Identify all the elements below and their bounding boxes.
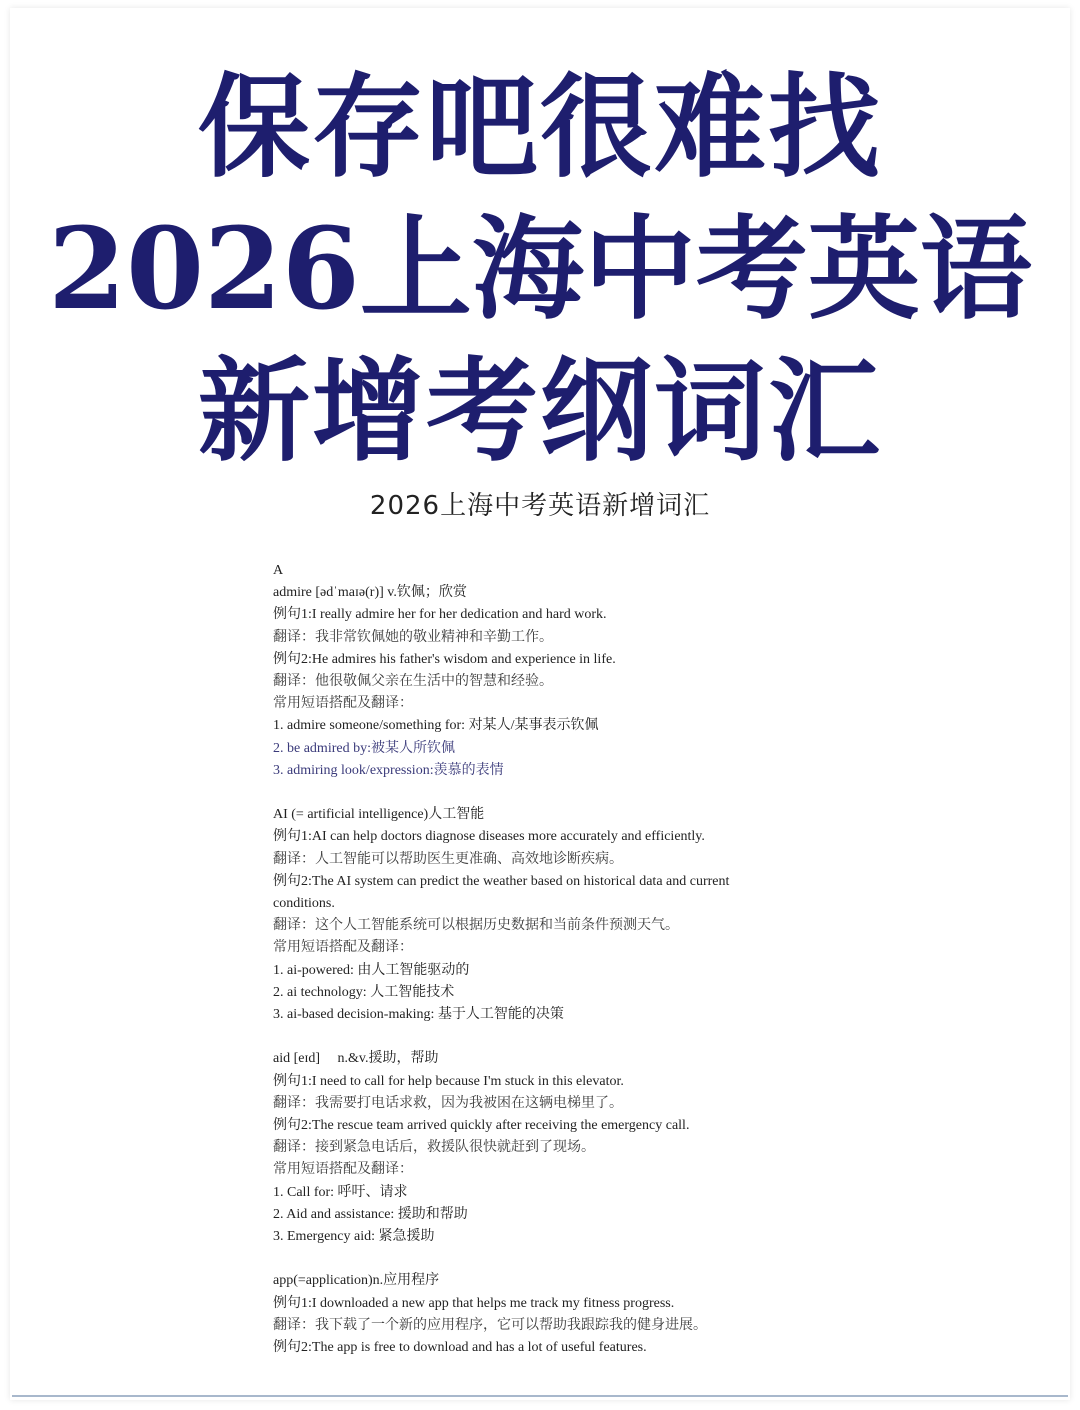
example-sentence-2: 例句2:He admires his father's wisdom and experience in life. [273,651,616,667]
entry-spacer [273,782,793,804]
phrase-item: 1. Call for: 呼吁、请求 [273,1184,408,1200]
phrase-heading: 常用短语搭配及翻译： [273,1162,413,1178]
example-sentence-1: 例句1:I need to call for help because I'm stuck in this elevator. [273,1073,624,1089]
headline-line-3: 新增考纲词汇 [198,346,882,477]
vocab-entry-admire [273,582,793,782]
headline-line-2: 2026上海中考英语 [48,204,1032,335]
entry-spacer [273,1248,793,1270]
page-bottom-divider [12,1395,1068,1397]
example-sentence-2: 例句2:The AI system can predict the weather based on historical data and current conditions. [273,873,730,912]
vocab-entry-ai [273,804,793,1026]
phrase-heading: 常用短语搭配及翻译： [273,940,413,956]
phrase-item: 2. ai technology: 人工智能技术 [273,984,455,1000]
translation-2: 翻译：他很敬佩父亲在生活中的智慧和经验。 [273,674,553,690]
example-sentence-2: 例句2:The app is free to download and has a lot of useful features. [273,1340,647,1356]
phrase-item: 2. be admired by:被某人所钦佩 [273,740,455,756]
translation-1: 翻译：我需要打电话求救，因为我被困在这辆电梯里了。 [273,1095,623,1111]
phrase-item: 2. Aid and assistance: 援助和帮助 [273,1206,468,1222]
phrase-item: 1. admire someone/something for: 对某人/某事表示钦佩 [273,718,599,734]
translation-2: 翻译：这个人工智能系统可以根据历史数据和当前条件预测天气。 [273,918,679,934]
phrase-item: 3. ai-based decision-making: 基于人工智能的决策 [273,1007,564,1023]
example-sentence-1: 例句1:AI can help doctors diagnose diseases more accurately and efficiently. [273,829,705,845]
headline-line-1: 保存吧很难找 [198,62,882,193]
vocab-entry-aid [273,1048,793,1248]
translation-1: 翻译：我非常钦佩她的敬业精神和辛勤工作。 [273,629,553,645]
section-letter: A [273,563,284,578]
entry-headword: app(=application)n.应用程序 [273,1273,440,1289]
entry-headword: aid [eɪd] n.&v.援助，帮助 [273,1051,439,1067]
example-sentence-1: 例句1:I downloaded a new app that helps me track my fitness progress. [273,1295,675,1311]
phrase-item: 3. Emergency aid: 紧急援助 [273,1229,435,1245]
phrase-heading: 常用短语搭配及翻译： [273,696,413,712]
entry-headword: admire [ədˈmaɪə(r)] v.钦佩；欣赏 [273,585,467,601]
vocab-entry-app [273,1270,793,1359]
example-sentence-1: 例句1:I really admire her for her dedication and hard work. [273,607,607,623]
entry-spacer [273,1026,793,1048]
document-title: 2026上海中考英语新增词汇 [369,491,711,521]
example-sentence-2: 例句2:The rescue team arrived quickly after receiving the emergency call. [273,1118,690,1134]
entry-headword: AI (= artificial intelligence)人工智能 [273,807,485,823]
phrase-item: 3. admiring look/expression:羡慕的表情 [273,762,504,778]
translation-1: 翻译：人工智能可以帮助医生更准确、高效地诊断疾病。 [273,851,623,867]
vocabulary-list [273,560,793,1359]
phrase-item: 1. ai-powered: 由人工智能驱动的 [273,962,470,978]
translation-2: 翻译：接到紧急电话后，救援队很快就赶到了现场。 [273,1140,595,1156]
translation-1: 翻译：我下载了一个新的应用程序，它可以帮助我跟踪我的健身进展。 [273,1317,707,1333]
